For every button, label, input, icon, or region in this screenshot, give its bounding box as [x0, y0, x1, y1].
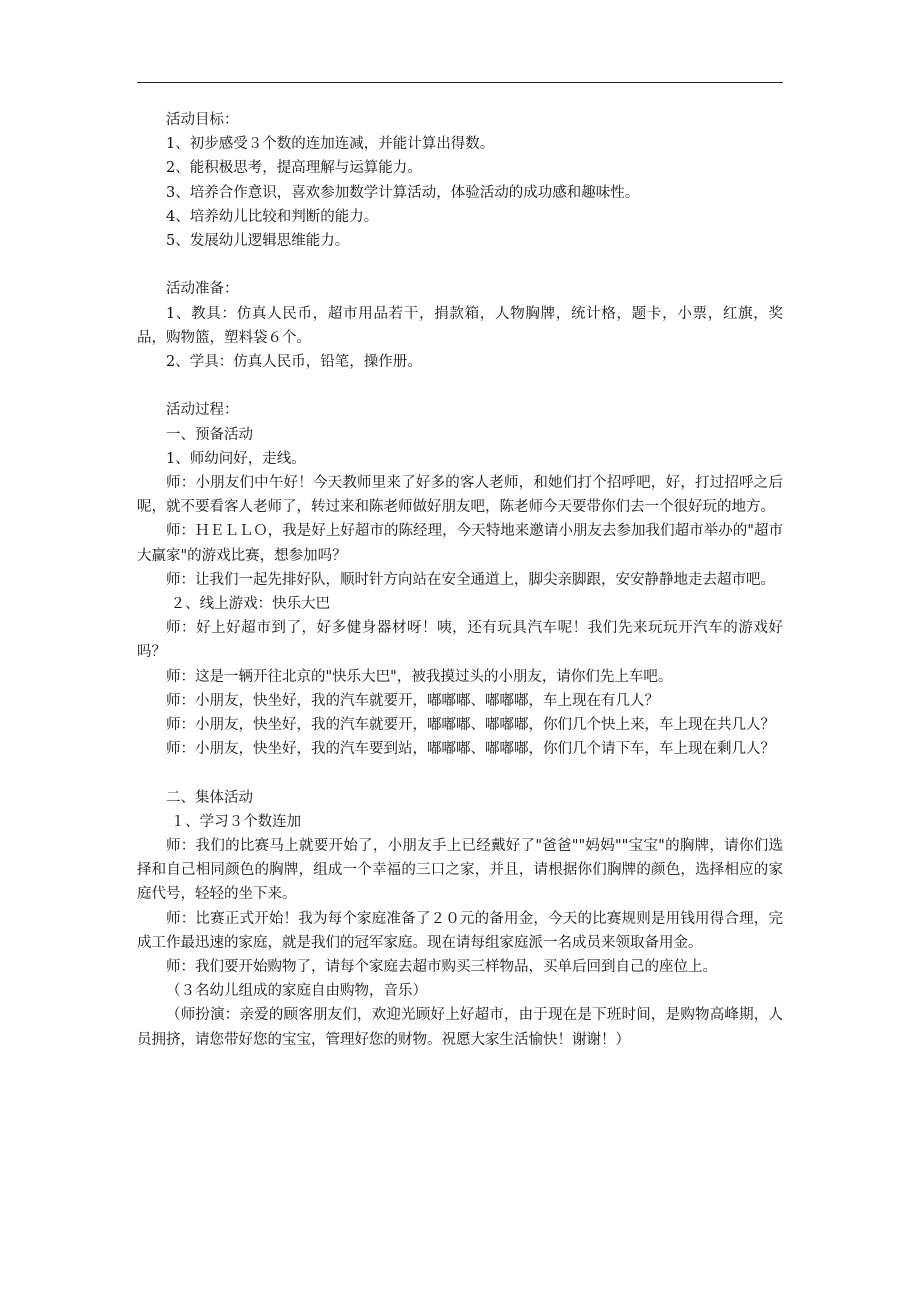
dialogue-line: 师：我们要开始购物了，请每个家庭去超市购买三样物品，买单后回到自己的座位上。 [166, 959, 717, 976]
dialogue-line: 师：好上好超市到了，好多健身器材呀！咦，还有玩具汽车呢！我们先来玩玩开汽车的游戏好吗？ [137, 620, 783, 661]
dialogue-line: （师扮演：亲爱的顾客朋友们，欢迎光顾好上好超市，由于现在是下班时间，是购物高峰期，人员拥挤，请您带好您的宝宝，管理好您的财物。祝愿大家生活愉快！谢谢！） [137, 1007, 783, 1048]
prep-item: 1、教具：仿真人民币，超市用品若干，捐款箱，人物胸牌，统计格，题卡，小票，红旗，奖品，购物篮，塑料袋６个。 [137, 305, 783, 346]
dialogue-line: 师：小朋友，快坐好，我的汽车就要开，嘟嘟嘟、嘟嘟嘟，车上现在有几人？ [166, 692, 659, 709]
spacer [137, 761, 783, 785]
dialogue-line: 师：比赛正式开始！我为每个家庭准备了２０元的备用金，今天的比赛规则是用钱用得合理，完成工作最迅速的家庭，就是我们的冠军家庭。现在请每组家庭派一名成员来领取备用金。 [137, 910, 783, 951]
step-heading: 1、师幼问好，走线。 [166, 450, 306, 467]
prep-heading: 活动准备： [166, 281, 239, 298]
dialogue-line: 师：ＨＥＬＬＯ，我是好上好超市的陈经理，今天特地来邀请小朋友去参加我们超市举办的"超市大赢家"的游戏比赛，想参加吗？ [137, 523, 783, 564]
step-heading: ２、线上游戏：快乐大巴 [166, 596, 331, 613]
dialogue-line: 师：小朋友，快坐好，我的汽车要到站，嘟嘟嘟、嘟嘟嘟，你们几个请下车，车上现在剩几人？ [166, 741, 775, 758]
process-heading: 活动过程： [166, 402, 239, 419]
spacer [137, 253, 783, 277]
document-body [137, 108, 783, 1052]
dialogue-line: 师：小朋友们中午好！今天教师里来了好多的客人老师，和她们打个招呼吧，好，打过招呼之后呢，就不要看客人老师了，转过来和陈老师做好朋友吧，陈老师今天要带你们去一个很好玩的地方。 [137, 475, 783, 516]
goal-item: 1、初步感受３个数的连加连减，并能计算出得数。 [166, 136, 495, 153]
goal-item: 5、发展幼儿逻辑思维能力。 [166, 233, 350, 250]
dialogue-line: 师：这是一辆开往北京的"快乐大巴"，被我摸过头的小朋友，请你们先上车吧。 [166, 668, 673, 685]
section-heading: 二、集体活动 [166, 789, 253, 806]
goal-item: 3、培养合作意识，喜欢参加数学计算活动，体验活动的成功感和趣味性。 [166, 184, 640, 201]
dialogue-line: 师：我们的比赛马上就要开始了，小朋友手上已经戴好了"爸爸""妈妈""宝宝"的胸牌，请你们选择和自己相同颜色的胸牌，组成一个幸福的三口之家，并且，请根据你们胸牌的颜色，选择相应的家庭代号，轻轻的坐下来。 [137, 838, 783, 903]
prep-item: 2、学具：仿真人民币，铅笔，操作册。 [166, 354, 422, 371]
dialogue-line: 师：小朋友，快坐好，我的汽车就要开，嘟嘟嘟、嘟嘟嘟，你们几个快上来，车上现在共几人？ [166, 717, 775, 734]
step-heading: １、学习３个数连加 [166, 813, 302, 830]
goal-item: 2、能积极思考，提高理解与运算能力。 [166, 160, 422, 177]
goals-heading: 活动目标： [166, 112, 239, 128]
section-heading: 一、预备活动 [166, 426, 253, 443]
spacer [137, 374, 783, 398]
dialogue-line: 师：让我们一起先排好队，顺时针方向站在安全通道上，脚尖亲脚跟，安安静静地走去超市吧。 [166, 571, 775, 588]
header-rule [137, 82, 783, 83]
dialogue-line: （３名幼儿组成的家庭自由购物，音乐） [166, 983, 427, 1000]
goal-item: 4、培养幼儿比较和判断的能力。 [166, 208, 379, 225]
